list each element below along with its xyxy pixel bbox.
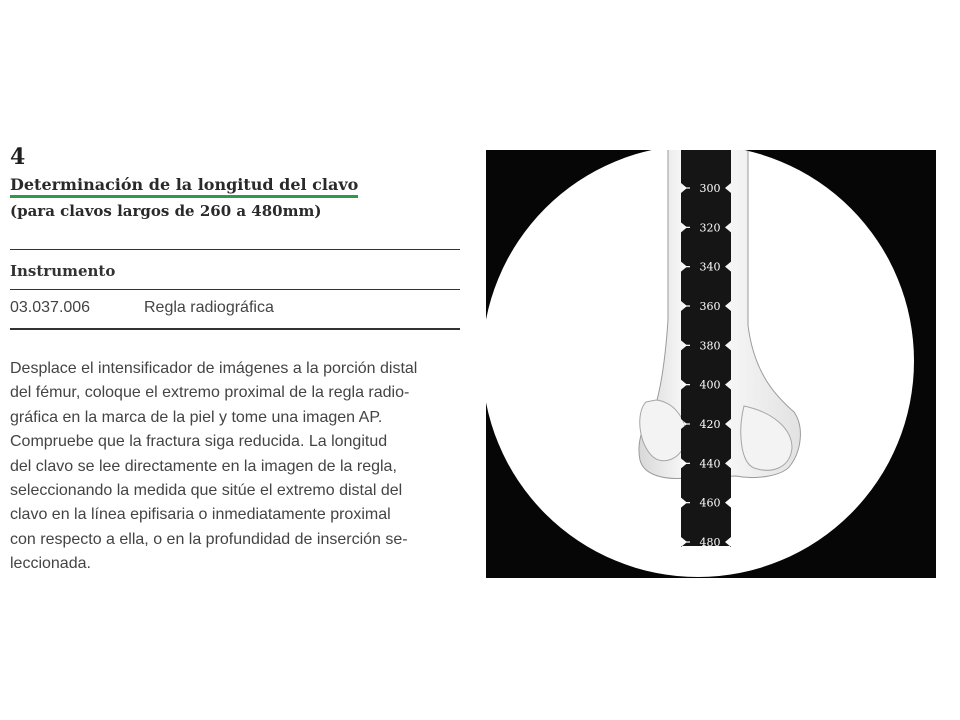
instrument-table-header: Instrumento [10, 262, 116, 280]
section-title: Determinación de la longitud del clavo [10, 175, 358, 198]
ruler-mark-label: 340 [699, 260, 721, 274]
ruler-mark-label: 420 [699, 418, 721, 431]
ruler-mark-label: 300 [699, 182, 721, 195]
section-subtitle: (para clavos largos de 260 a 480mm) [10, 202, 322, 220]
ruler-mark-label: 480 [699, 536, 721, 549]
section-heading [10, 175, 358, 198]
table-bottom-divider [10, 328, 460, 330]
instructions-line: con respecto a ella, o en la profundidad de inserción se- [10, 530, 408, 548]
instructions-line: clavo en la línea epifisaria o inmediatamente proximal [10, 506, 391, 524]
table-header-divider [10, 289, 460, 290]
xray-figure [486, 150, 936, 578]
ruler-mark-label: 320 [699, 221, 721, 235]
instructions-line: del fémur, coloque el extremo proximal de la regla radio- [10, 384, 410, 402]
ruler-mark-label: 460 [699, 496, 721, 510]
instructions-line: seleccionando la medida que sitúe el extremo distal del [10, 482, 403, 500]
table-top-divider [10, 249, 460, 250]
instrument-name: Regla radiográfica [144, 299, 274, 316]
radiographic-ruler [681, 150, 731, 549]
ruler-mark-label: 440 [699, 457, 721, 471]
instructions-line: leccionada. [10, 555, 91, 573]
instructions-line: del clavo se lee directamente en la imagen de la regla, [10, 457, 397, 475]
ruler-mark-label: 400 [699, 378, 721, 392]
instructions-line: Desplace el intensificador de imágenes a la porción distal [10, 360, 418, 377]
instrument-code: 03.037.006 [10, 299, 91, 316]
ruler-mark-label: 380 [699, 339, 721, 353]
instructions-line: gráfica en la marca de la piel y tome una imagen AP. [10, 408, 383, 426]
instructions-paragraph [10, 357, 465, 577]
step-number: 4 [10, 144, 26, 170]
femur-xray-illustration [486, 150, 936, 578]
ruler-mark-label: 360 [699, 300, 721, 313]
instructions-line: Compruebe que la fractura siga reducida. La longitud [10, 433, 388, 451]
